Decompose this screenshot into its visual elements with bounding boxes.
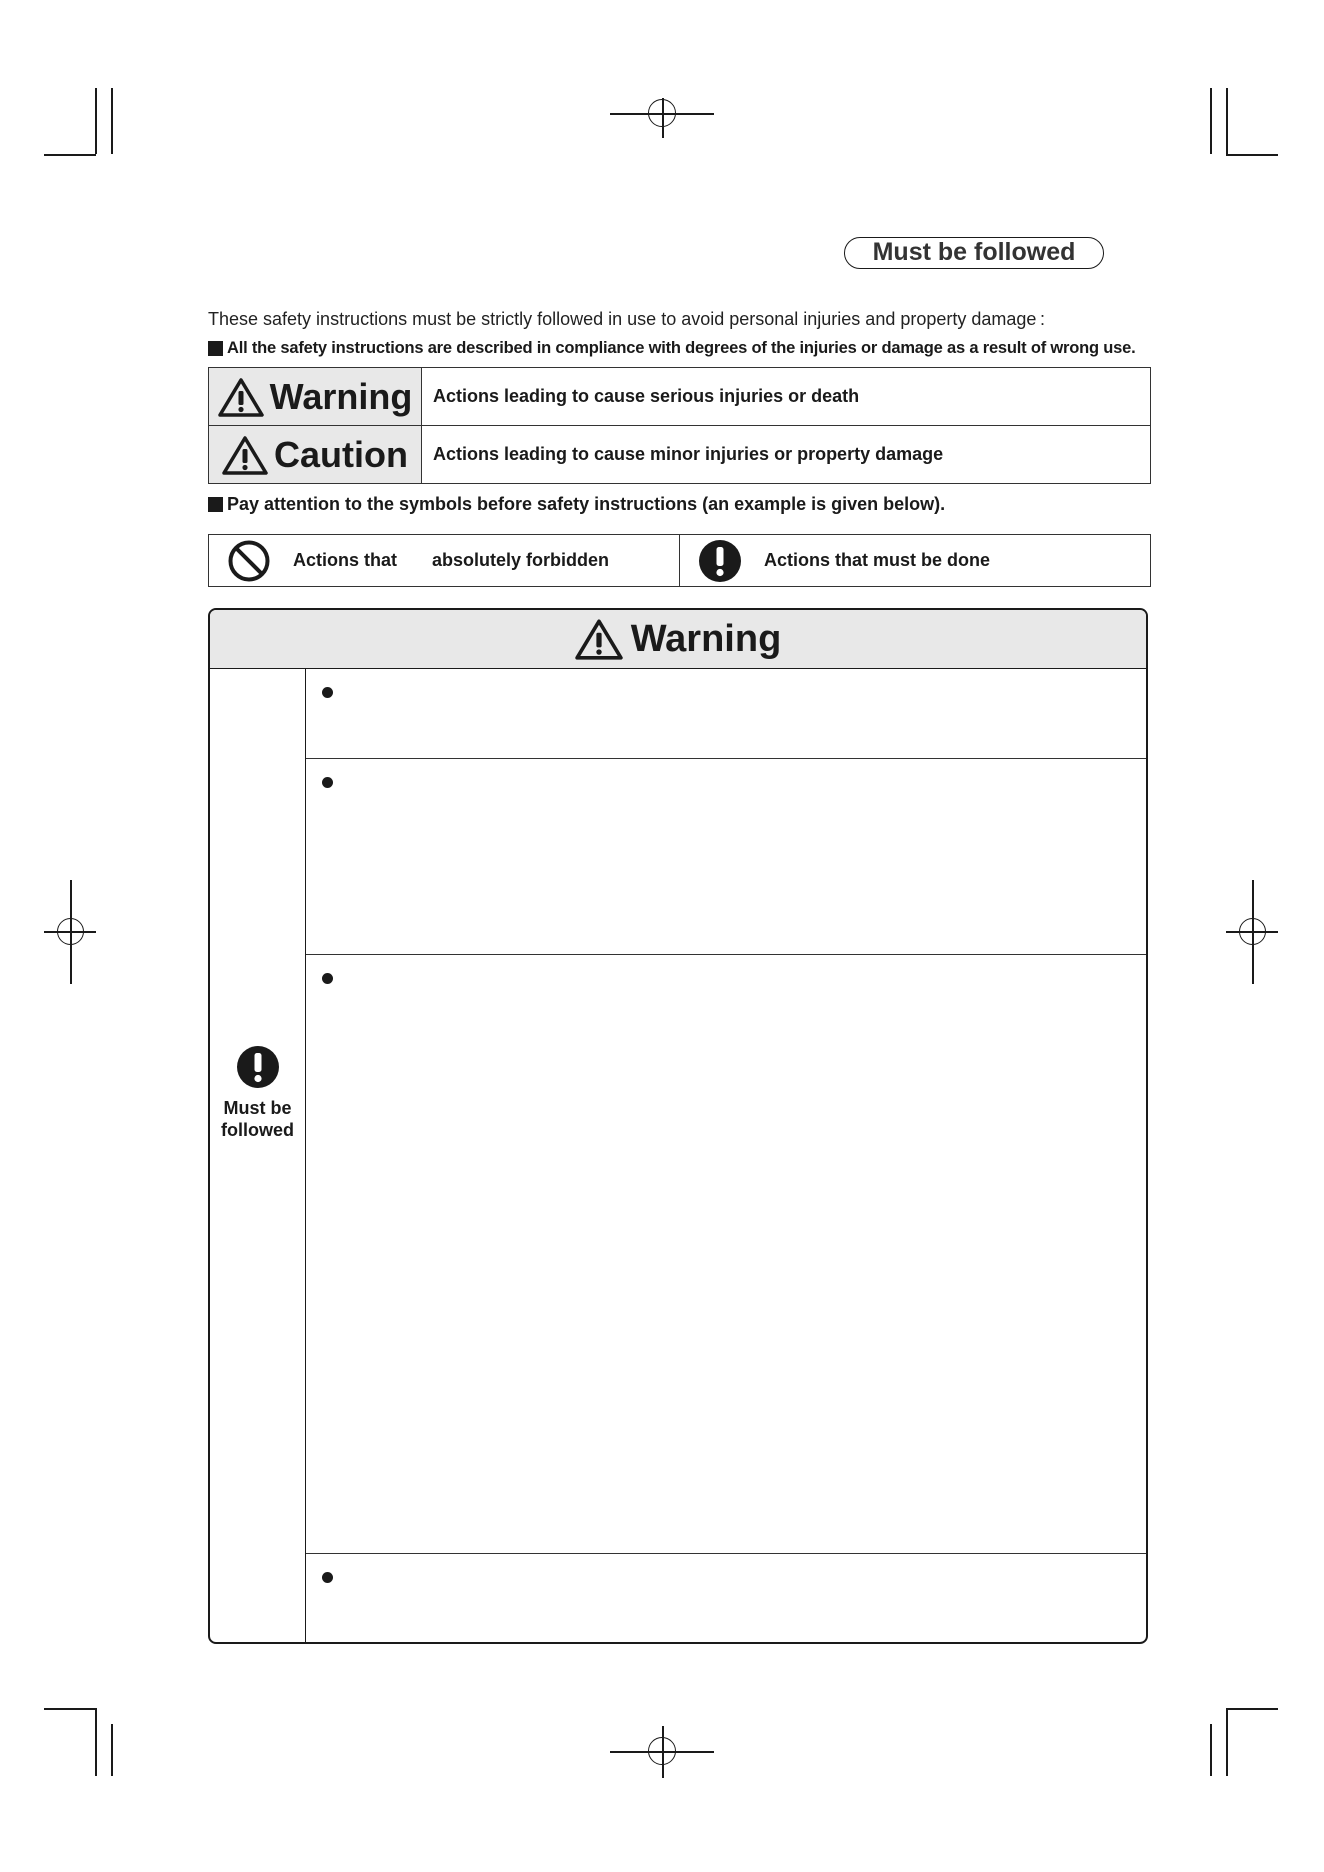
bullet-icon [322, 687, 333, 698]
warning-box-title: Warning [630, 617, 782, 660]
caution-level-label [209, 426, 422, 483]
warning-level-description: Actions leading to cause serious injuries or death [433, 386, 860, 406]
registration-mark [1239, 918, 1266, 945]
crop-mark [95, 88, 97, 154]
symbols-table [208, 534, 1151, 587]
must-be-followed-label [210, 1097, 305, 1141]
bullet-icon [322, 973, 333, 984]
symbols-heading-text: Pay attention to the symbols before safety instructions (an example is given below). [227, 494, 946, 514]
warning-box [208, 608, 1148, 1644]
caution-level-row [209, 426, 1150, 483]
must-be-followed-badge: Must be followed [844, 237, 1104, 269]
crop-mark [1226, 154, 1278, 156]
warning-item [306, 759, 1146, 955]
warning-triangle-icon [575, 618, 623, 660]
registration-mark [57, 918, 84, 945]
warning-side-column [210, 669, 306, 1642]
symbols-heading [208, 494, 945, 515]
warning-level-word: Warning [269, 375, 413, 417]
must-be-followed-line1: Must be [223, 1098, 292, 1118]
intro-text: These safety instructions must be strictly followed in use to avoid personal injuries and property damage : [208, 309, 1046, 329]
registration-mark [648, 1737, 676, 1765]
warning-box-header [210, 610, 1146, 669]
symbol-must-do [680, 535, 1150, 586]
symbol-forbidden-text: Actions that absolutely forbidden [293, 550, 610, 570]
warning-item [306, 1554, 1146, 1644]
crop-mark [1226, 1708, 1278, 1710]
crop-mark [1226, 88, 1228, 154]
exclamation-icon [236, 1045, 280, 1089]
warning-item [306, 669, 1146, 759]
crop-mark [44, 1708, 96, 1710]
registration-mark [648, 99, 676, 127]
crop-mark [95, 1708, 97, 1776]
crop-mark [1226, 1708, 1228, 1776]
square-bullet-icon [208, 497, 223, 512]
warning-triangle-icon [222, 435, 268, 475]
square-bullet-icon [208, 341, 223, 356]
exclamation-icon [698, 539, 742, 583]
crop-mark [1210, 1724, 1212, 1776]
warning-level-row [209, 368, 1150, 426]
levels-heading-text: All the safety instructions are described in compliance with degrees of the injuries or damage as a result of wrong use. [227, 339, 1136, 357]
crop-mark [44, 154, 96, 156]
caution-level-description: Actions leading to cause minor injuries or property damage [433, 444, 944, 464]
must-be-followed-line2: followed [221, 1120, 294, 1140]
crop-mark [111, 1724, 113, 1776]
crop-mark [1210, 88, 1212, 154]
symbol-forbidden [209, 535, 680, 586]
caution-level-word: Caution [274, 433, 408, 475]
hazard-levels-table [208, 367, 1151, 484]
levels-heading [208, 339, 1136, 358]
bullet-icon [322, 1572, 333, 1583]
prohibition-icon [227, 539, 271, 583]
bullet-icon [322, 777, 333, 788]
warning-level-label [209, 368, 422, 425]
warning-item [306, 955, 1146, 1554]
crop-mark [111, 88, 113, 154]
warning-triangle-icon [218, 377, 264, 417]
symbol-must-do-text: Actions that must be done [764, 550, 991, 570]
